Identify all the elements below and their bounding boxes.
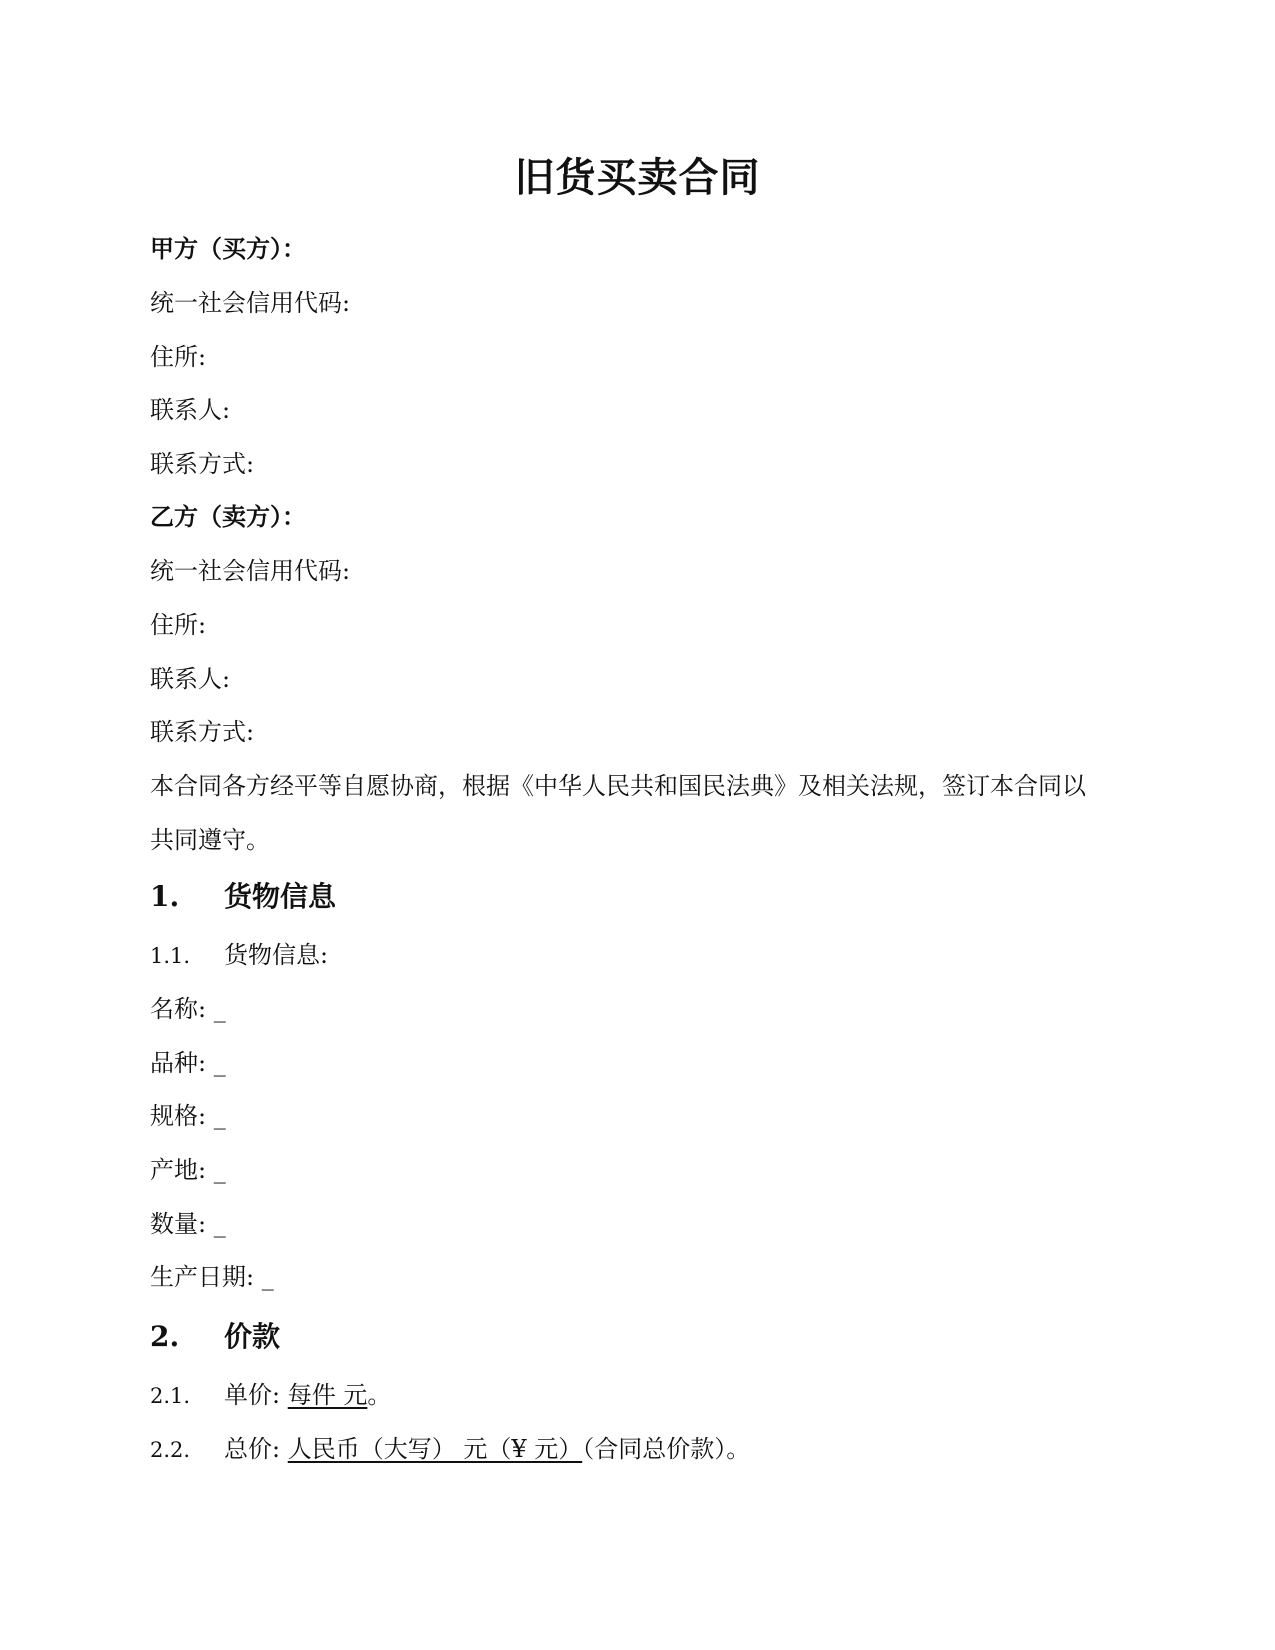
unit-price-value: 每件 元 [287, 1381, 368, 1409]
goods-spec-label: 规格: [150, 1102, 214, 1130]
goods-name-value: _ [213, 995, 226, 1023]
goods-variety-value: _ [213, 1049, 226, 1077]
goods-production-date-value: _ [261, 1263, 274, 1291]
preamble-line-2: 共同遵守。 [150, 826, 270, 854]
total-price-value: 人民币（大写） 元（¥ 元） [287, 1435, 583, 1463]
document-title: 旧货买卖合同 [514, 154, 761, 201]
party-a-heading: 甲方（买方）： [150, 234, 306, 263]
clause-1-1 [150, 938, 328, 973]
party-b-address-label: 住所: [150, 611, 207, 639]
goods-quantity-field [150, 1207, 226, 1241]
goods-name-label: 名称: [150, 995, 214, 1023]
goods-origin-label: 产地: [150, 1156, 214, 1184]
goods-variety-field [150, 1046, 226, 1080]
preamble-line-1: 本合同各方经平等自愿协商，根据《中华人民共和国民法典》及相关法规，签订本合同以 [150, 772, 1086, 800]
party-b-heading: 乙方（卖方）： [150, 502, 306, 531]
section-2-heading [150, 1317, 280, 1357]
section-1-title: 货物信息 [224, 880, 337, 913]
party-b-credit-code-label: 统一社会信用代码: [150, 557, 351, 585]
unit-price-end: 。 [367, 1381, 392, 1409]
goods-production-date-field [150, 1260, 274, 1294]
total-price-label: 总价: [224, 1435, 288, 1463]
party-a-contact-person-label: 联系人: [150, 396, 231, 424]
clause-2-2-number: 2.2. [150, 1438, 191, 1462]
goods-variety-label: 品种: [150, 1049, 214, 1077]
section-2-number: 2. [150, 1320, 180, 1353]
section-2-title: 价款 [224, 1320, 281, 1353]
clause-1-1-text: 货物信息: [224, 941, 329, 969]
total-price-suffix: （合同总价款）。 [582, 1435, 751, 1463]
goods-quantity-label: 数量: [150, 1210, 214, 1238]
party-b-contact-method-label: 联系方式: [150, 718, 255, 746]
goods-quantity-value: _ [213, 1210, 226, 1238]
clause-2-1 [150, 1378, 391, 1413]
section-1-number: 1. [150, 880, 180, 913]
goods-name-field [150, 992, 226, 1026]
party-a-address-label: 住所: [150, 343, 207, 371]
unit-price-label: 单价: [224, 1381, 288, 1409]
goods-origin-value: _ [213, 1156, 226, 1184]
goods-origin-field [150, 1153, 226, 1187]
party-a-contact-method-label: 联系方式: [150, 450, 255, 478]
section-1-heading [150, 877, 336, 917]
goods-production-date-label: 生产日期: [150, 1263, 262, 1291]
goods-spec-value: _ [213, 1102, 226, 1130]
clause-2-1-number: 2.1. [150, 1384, 191, 1408]
party-b-contact-person-label: 联系人: [150, 665, 231, 693]
clause-2-2 [150, 1432, 750, 1467]
clause-1-1-number: 1.1. [150, 944, 191, 968]
party-a-credit-code-label: 统一社会信用代码: [150, 289, 351, 317]
goods-spec-field [150, 1099, 226, 1133]
